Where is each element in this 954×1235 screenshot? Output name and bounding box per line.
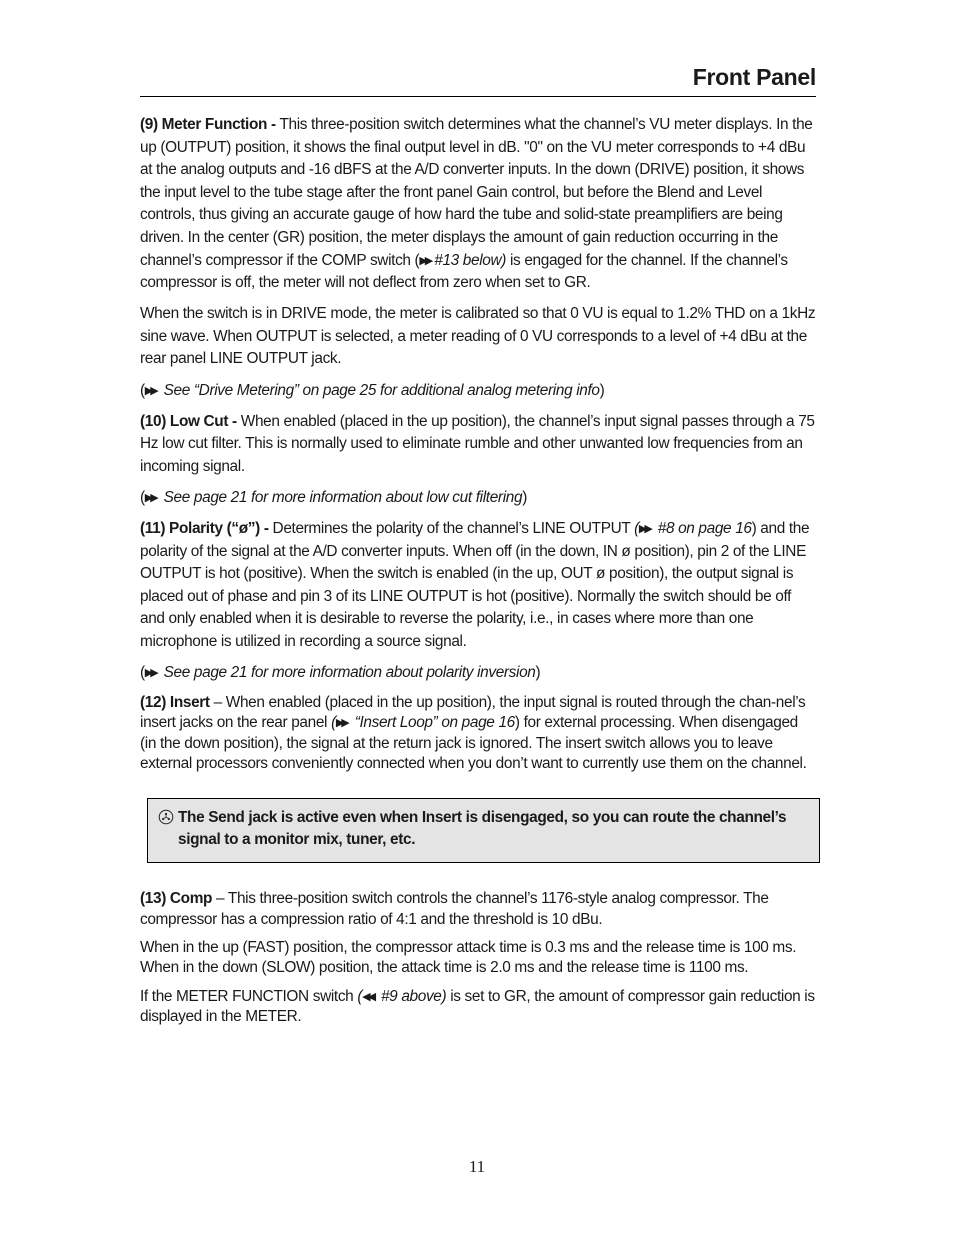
polarity-note: (▶▶ See page 21 for more information about polarity inversion): [140, 664, 541, 682]
page-number: 11: [468, 1157, 486, 1176]
comp-heading: (13) Comp: [140, 890, 213, 908]
double-right-arrow-icon: ▶▶: [419, 254, 431, 267]
comp-meter-paragraph: If the METER FUNCTION switch (◀◀ #9 above) is set to GR, the amount of compressor gain reduction is displayed in the METER.: [140, 988, 815, 1026]
comp-paragraph: (13) Comp – This three-position switch controls the channel’s 1176-style analog compressor. The compressor has a compression ratio of 4:1 and the threshold is 10 dBu.: [140, 890, 769, 928]
double-right-arrow-icon: ▶▶: [144, 491, 156, 504]
page-header-title: Front Panel: [692, 64, 816, 90]
header-rule: [140, 96, 816, 97]
drive-metering-note: (▶▶ See “Drive Metering” on page 25 for additional analog metering info): [140, 381, 605, 399]
insert-paragraph: (12) Insert – When enabled (placed in the up position), the input signal is routed through the chan-nel’s insert jacks on the rear panel (▶▶ “Insert Loop” on page 16) for external processing. When disengaged (in the down position), the signal at the return jack is ignored. The insert switch allows you to leave external processors conveniently connected when you don’t want to currently use them on the channel.: [140, 694, 807, 772]
note-icon: [158, 809, 178, 851]
double-right-arrow-icon: ▶▶: [335, 717, 347, 730]
meter-function-heading: (9) Meter Function -: [140, 116, 276, 133]
low-cut-paragraph: (10) Low Cut - When enabled (placed in the up position), the channel’s input signal passes through a 75 Hz low cut filter. This is normally used to eliminate rumble and other unwanted low frequencies from an incoming signal.: [140, 412, 815, 475]
cross-reference: #8 on page 16: [657, 520, 752, 537]
polarity-paragraph: (11) Polarity (“ø”) - Determines the polarity of the channel’s LINE OUTPUT (▶▶ #8 on page 16) and the polarity of the signal at the A/D converter inputs. When off (in the down, IN ø position), pin 2 of the LINE OUTPUT is hot (positive). When the switch is enabled (in the up, OUT ø position), the output signal is placed out of phase and pin 3 of its LINE OUTPUT is hot (positive). Normally the switch should be off and only enabled when it is desirable to reverse the polarity, i.e., in cases where more than one microphone is utilized in recording a source signal.: [140, 520, 810, 650]
double-right-arrow-icon: ▶▶: [638, 523, 650, 535]
low-cut-note: (▶▶ See page 21 for more information about low cut filtering): [140, 488, 527, 506]
cross-reference: #9 above): [380, 988, 447, 1006]
note-box: [147, 798, 820, 863]
meter-function-paragraph: (9) Meter Function - This three-position switch determines what the channel’s VU meter displays. In the up (OUTPUT) position, it shows the final output level in dB. "0" on the VU meter corresponds to +4 dBu at the analog outputs and -16 dBFS at the A/D converter inputs. In the down (DRIVE) position, it shows the input level to the tube stage after the front panel Gain control, but before the Blend and Level controls, thus giving an accurate gauge of how hard the tube and solid-state preamplifiers are being driven. In the center (GR) position, the meter displays the amount of gain reduction occurring in the channel’s compressor if the COMP switch (▶▶ #13 below) is engaged for the channel. If the channel’s compressor is off, the meter will not deflect from zero when set to GR.: [140, 116, 813, 292]
page-content: [140, 114, 816, 1028]
cross-reference: “Insert Loop” on page 16: [354, 714, 515, 732]
insert-heading: (12) Insert: [140, 694, 210, 712]
double-right-arrow-icon: ▶▶: [144, 667, 156, 680]
double-right-arrow-icon: ▶▶: [144, 384, 156, 397]
meter-calibration-paragraph: When the switch is in DRIVE mode, the meter is calibrated so that 0 VU is equal to 1.2% THD on a 1kHz sine wave. When OUTPUT is selected, a meter reading of 0 VU corresponds to a level of +4 dBu at the rear panel LINE OUTPUT jack.: [140, 305, 816, 368]
double-left-arrow-icon: ◀◀: [362, 991, 374, 1004]
polarity-heading: (11) Polarity (“ø”) -: [140, 520, 269, 537]
comp-times-paragraph: When in the up (FAST) position, the compressor attack time is 0.3 ms and the release time is 100 ms. When in the down (SLOW) position, the attack time is 2.0 ms and the release time is 1100 ms.: [140, 939, 797, 977]
low-cut-heading: (10) Low Cut -: [140, 412, 237, 430]
cross-reference: #13 below): [434, 251, 507, 269]
note-text: The Send jack is active even when Insert is disengaged, so you can route the channel’s signal to a monitor mix, tuner, etc.: [178, 808, 787, 849]
